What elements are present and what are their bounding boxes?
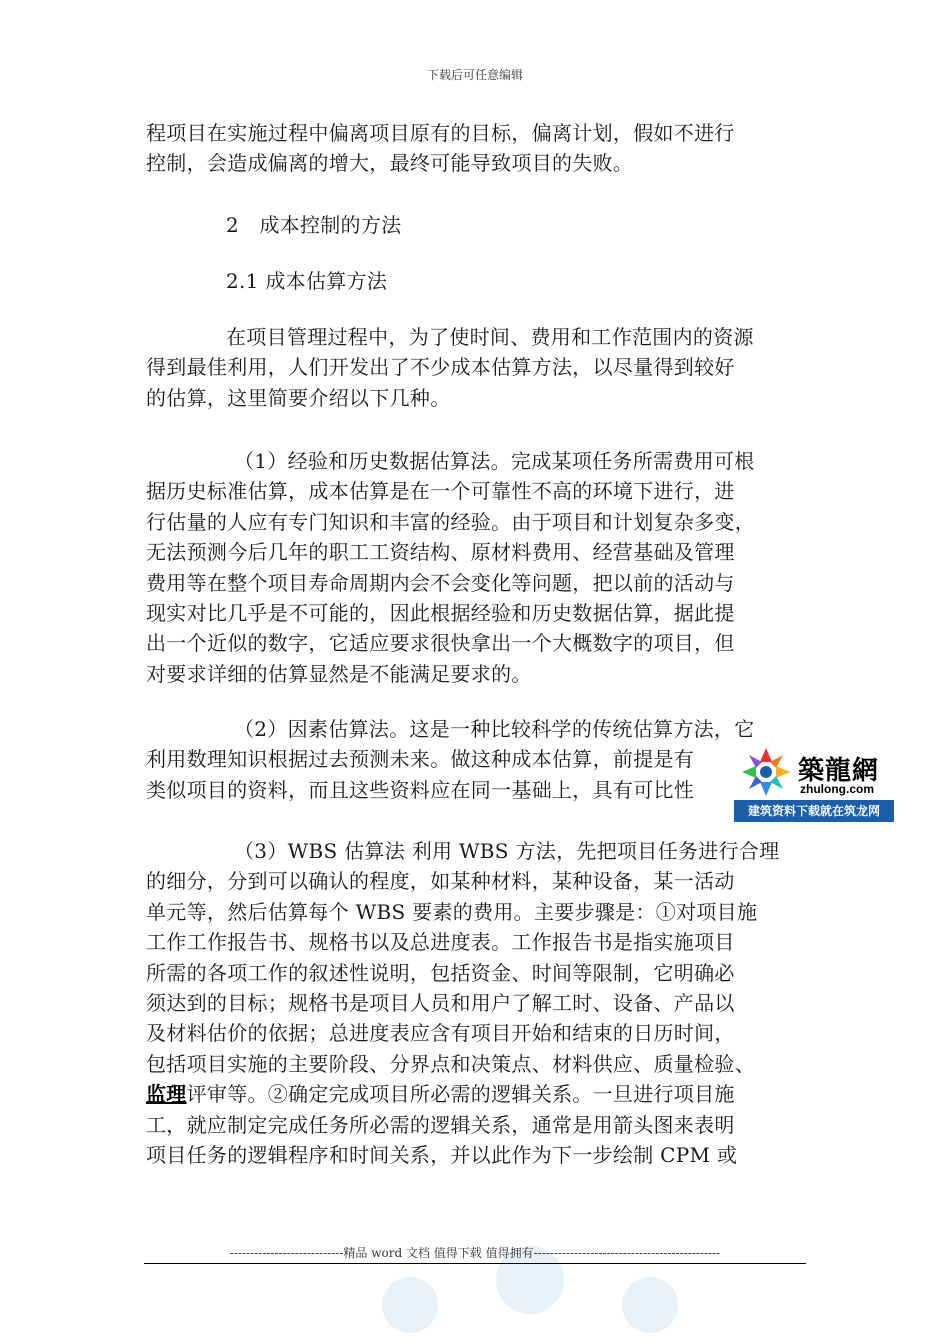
text-line: （3）WBS 估算法 利用 WBS 方法，先把项目任务进行合理 xyxy=(234,839,780,863)
text-line: （2）因素估算法。这是一种比较科学的传统估算方法，它 xyxy=(234,717,755,741)
text-line xyxy=(146,1079,806,1109)
text-line: 所需的各项工作的叙述性说明，包括资金、时间等限制，它明确必 xyxy=(146,960,735,985)
text-line: 项目任务的逻辑程序和时间关系，并以此作为下一步绘制 CPM 或 xyxy=(146,1142,738,1167)
paragraph-methods-intro xyxy=(146,322,806,413)
text-line: 工，就应制定完成任务所必需的逻辑关系，通常是用箭头图来表明 xyxy=(146,1112,735,1137)
paragraph-method-3 xyxy=(146,836,806,1170)
text-line: 类似项目的资料，而且这些资料应在同一基础上，具有可比性 xyxy=(146,777,695,802)
text-line: 控制，会造成偏离的增大，最终可能导致项目的失败。 xyxy=(146,151,634,176)
page-footer: ----------------------------精品 word 文档 值得下载 值得拥有---------------------------------------------- xyxy=(229,1246,721,1260)
text-line-rest: 评审等。②确定完成项目所必需的逻辑关系。一旦进行项目施 xyxy=(186,1082,735,1107)
heading-2: 2 成本控制的方法 xyxy=(226,213,402,237)
text-line: 费用等在整个项目寿命周期内会不会变化等问题，把以前的活动与 xyxy=(146,570,735,595)
text-line: 的细分，分到可以确认的程度，如某种材料，某种设备，某一活动 xyxy=(146,869,735,894)
logo-banner: 建筑资料下载就在筑龙网 xyxy=(734,800,894,822)
text-line: 的估算，这里简要介绍以下几种。 xyxy=(146,385,451,410)
heading-2-1: 2.1 成本估算方法 xyxy=(226,269,388,293)
footer-divider xyxy=(144,1263,806,1264)
subsection-heading xyxy=(146,266,806,296)
text-line: 及材料估价的依据；总进度表应含有项目开始和结束的日历时间， xyxy=(146,1021,735,1046)
text-line: 无法预测今后几年的职工工资结构、原材料费用、经营基础及管理 xyxy=(146,540,735,565)
logo-url: zhulong.com xyxy=(800,782,874,796)
text-line: 行估量的人应有专门知识和丰富的经验。由于项目和计划复杂多变， xyxy=(146,509,755,534)
text-line: 对要求详细的估算显然是不能满足要求的。 xyxy=(146,661,532,686)
text-line: 单元等，然后估算每个 WBS 要素的费用。主要步骤是：①对项目施 xyxy=(146,899,758,924)
text-line: 得到最佳利用，人们开发出了不少成本估算方法，以尽量得到较好 xyxy=(146,355,735,380)
text-line: 程项目在实施过程中偏离项目原有的目标，偏离计划，假如不进行 xyxy=(146,121,735,145)
text-line: （1）经验和历史数据估算法。完成某项任务所需费用可根 xyxy=(234,449,755,473)
paragraph-method-2 xyxy=(146,714,806,805)
logo-name: 築龍網 xyxy=(798,756,880,786)
text-line: 包括项目实施的主要阶段、分界点和决策点、材料供应、质量检验、 xyxy=(146,1051,755,1076)
text-line: 利用数理知识根据过去预测未来。做这种成本估算，前提是有 xyxy=(146,747,695,772)
supervision-link[interactable]: 监理 xyxy=(146,1082,187,1107)
paragraph-intro xyxy=(146,118,806,179)
text-line: 出一个近似的数字，它适应要求很快拿出一个大概数字的项目，但 xyxy=(146,631,735,656)
zhulong-logo[interactable] xyxy=(734,744,894,822)
snowflake-watermark-icon xyxy=(330,1210,750,1340)
page-header: 下载后可任意编辑 xyxy=(426,68,523,82)
snowflake-logo-icon xyxy=(736,744,796,800)
text-line: 工作工作报告书、规格书以及总进度表。工作报告书是指实施项目 xyxy=(146,930,735,955)
text-line: 现实对比几乎是不可能的，因此根据经验和历史数据估算，据此提 xyxy=(146,600,735,625)
text-line: 须达到的目标；规格书是项目人员和用户了解工时、设备、产品以 xyxy=(146,990,735,1015)
paragraph-method-1 xyxy=(146,446,806,689)
text-line: 在项目管理过程中，为了使时间、费用和工作范围内的资源 xyxy=(226,325,754,349)
text-line: 据历史标准估算，成本估算是在一个可靠性不高的环境下进行，进 xyxy=(146,479,735,504)
section-heading xyxy=(146,210,806,240)
